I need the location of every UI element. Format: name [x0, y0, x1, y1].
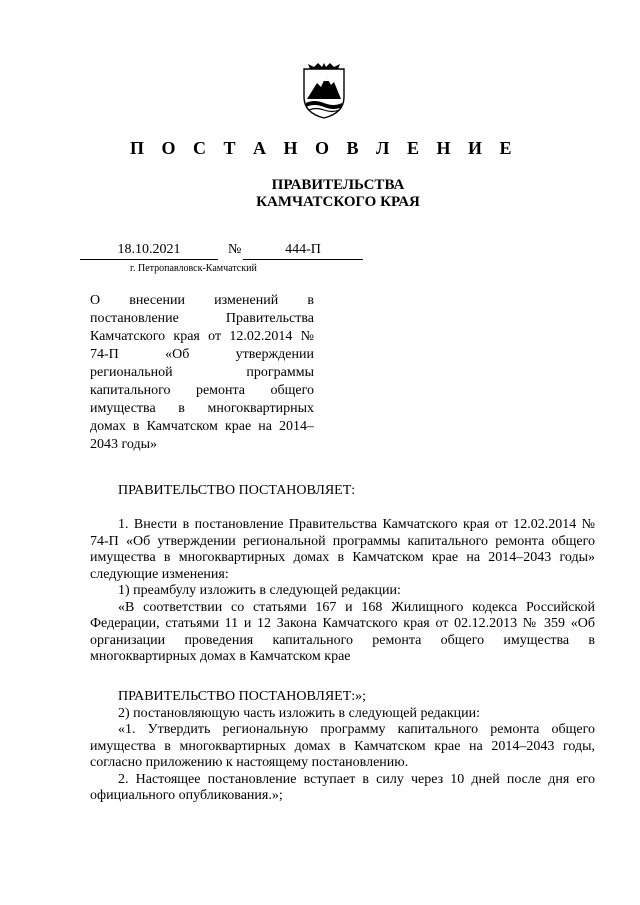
paragraph-2: 1) преамбулу изложить в следующей редакции: [118, 583, 401, 598]
paragraph-1: 1. Внести в постановление Правительства Камчатского края от 12.02.2014 № 74-П «Об утверждении региональной программы капитального ремонта общего имущества в многоквартирных домах в Камчатском крае на 2014–2043 годы» следующие изменения: [90, 517, 595, 582]
document-number: 444-П [243, 242, 363, 260]
issuer-line-2: КАМЧАТСКОГО КРАЯ [256, 194, 420, 210]
document-title: П О С Т А Н О В Л Е Н И Е [130, 138, 518, 158]
amendments-block [90, 517, 595, 666]
decree-heading: ПРАВИТЕЛЬСТВО ПОСТАНОВЛЯЕТ: [118, 483, 356, 498]
number-sign: № [228, 242, 242, 257]
paragraph-6: «1. Утвердить региональную программу капитального ремонта общего имущества в многоквартирных домах в Камчатском крае на 2014–2043 годы, согласно приложению к настоящему постановлению. [90, 722, 595, 770]
decree-block [90, 483, 595, 500]
operative-block [90, 689, 595, 805]
document-city: г. Петропавловск-Камчатский [130, 263, 257, 274]
kamchatka-coat-of-arms-icon [300, 63, 348, 119]
paragraph-5: 2) постановляющую часть изложить в следующей редакции: [118, 705, 481, 721]
issuer-line-1: ПРАВИТЕЛЬСТВА [271, 177, 405, 193]
paragraph-7: 2. Настоящее постановление вступает в силу через 10 дней после дня его официального опубликования.»; [90, 771, 595, 803]
document-date: 18.10.2021 [80, 242, 218, 260]
paragraph-4: ПРАВИТЕЛЬСТВО ПОСТАНОВЛЯЕТ:»; [118, 689, 367, 704]
paragraph-3: «В соответствии со статьями 167 и 168 Жилищного кодекса Российской Федерации, статьями 11 и 12 Закона Камчатского края от 02.12.2013 № 359 «Об организации проведения капитального ремонта общего имущества в многоквартирных домах в Камчатском крае [90, 599, 595, 664]
document-subject: О внесении изменений в постановление Правительства Камчатского края от 12.02.2014 № 74-П «Об утверждении региональной программы капитального ремонта общего имущества в многоквартирных домах в Камчатском крае на 2014–2043 годы» [90, 293, 314, 452]
